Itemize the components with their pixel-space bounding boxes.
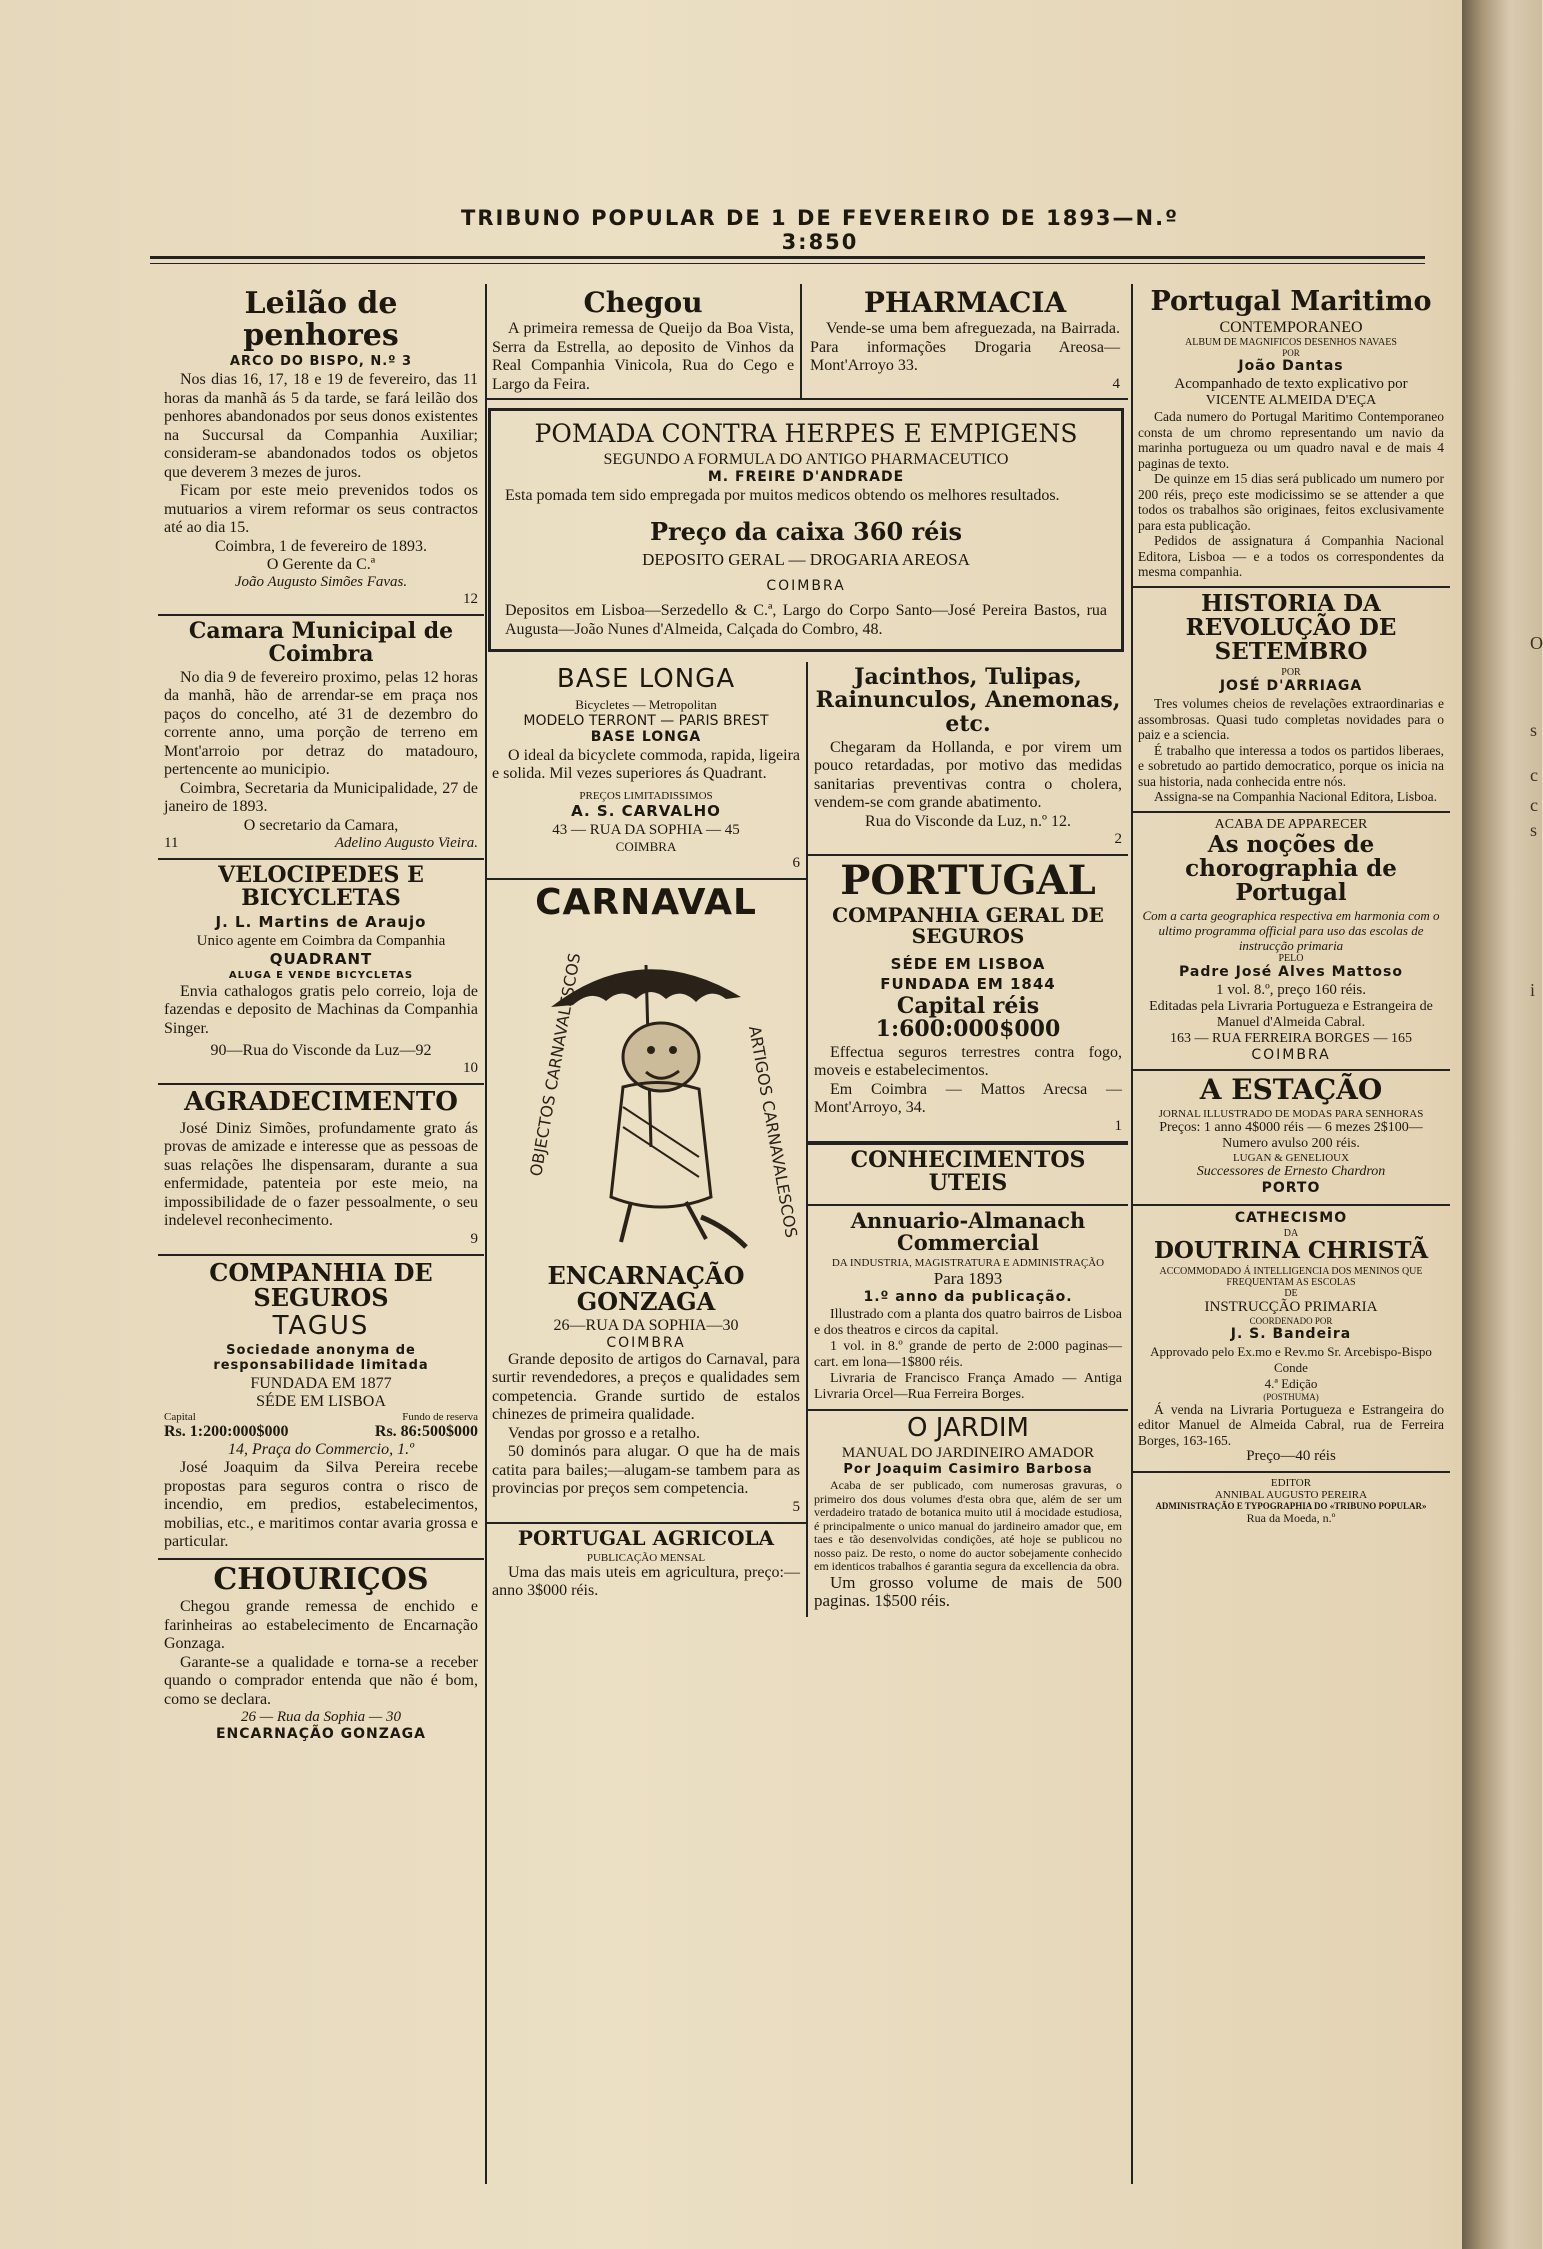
ad-portugal-maritimo [1132, 284, 1450, 588]
ad-subtitle: DA INDUSTRIA, MAGISTRATURA E ADMINISTRAÇÃO [831, 1257, 1105, 1270]
column-1 [158, 284, 484, 1750]
ad-text: A primeira remessa de Queijo da Boa Vista, Serra da Estrella, ao deposito de Vinhos da Real Companhia Vinicola, Rua do Cego e Largo da Feira. [492, 320, 795, 393]
sub-column-a [486, 662, 808, 1617]
ad-title: Camara Municipal de Coimbra [188, 617, 454, 667]
editor-label: EDITOR [1270, 1477, 1312, 1490]
ad-author: M. FREIRE D'ANDRADE [707, 468, 905, 485]
ad-subtitle: COMPANHIA GERAL DE SEGUROS [832, 902, 1104, 948]
ad-text: Uma das mais uteis em agricultura, preço:—anno 3$000 réis. [492, 1563, 800, 1600]
ad-title: CARNAVAL [535, 881, 757, 923]
ad-title: Jacinthos, Tulipas, Rainunculos, Anemonas, etc. [815, 664, 1121, 737]
ad-text: José Joaquim da Silva Pereira recebe propostas para seguros contra o risco de incendio, em predios, estabelecimentos, mobilias, etc., e maritimos contar avaria grossa e particular. [164, 1459, 478, 1551]
ad-chegou [486, 284, 802, 398]
ad-text: Ficam por este meio prevenidos todos os mutuarios a virem reformar os seus contractos até ao dia 15. [164, 482, 478, 536]
ad-historia [1132, 588, 1450, 813]
capital-label: Capital [164, 1411, 196, 1424]
ad-text: Chegaram da Hollanda, e por virem um pouco retardadas, por motivo das medidas sanitarias preventivas contra o cholera, vendem-se com grande abatimento. [814, 738, 1122, 812]
ad-title: HISTORIA DA REVOLUÇÃO DE SETEMBRO [1185, 589, 1397, 666]
ad-text: 50 dominós para alugar. O que ha de mais catita para bailes;—alugam-se tambem para as provincias por preços sem competencia. [492, 1443, 800, 1498]
ad-text: Successores de Ernesto Chardron [1196, 1163, 1386, 1179]
ad-text: É trabalho que interessa a todos os partidos liberaes, e sobretudo ao partido democratico, porque os inicia na sua historia, nada conhecida entre nós. [1138, 742, 1444, 789]
editor-name: ANNIBAL AUGUSTO PEREIRA [1214, 1489, 1368, 1502]
ad-subtitle: ACCOMMODADO Á INTELLIGENCIA DOS MENINOS QUE FREQUENTAM AS ESCOLAS [1159, 1265, 1423, 1288]
binding-gutter [1462, 0, 1542, 2249]
ad-base-longa [486, 662, 806, 879]
ad-seller: A. S. CARVALHO [571, 801, 721, 820]
capital-value: Rs. 1:200:000$000 [164, 1423, 289, 1441]
ad-name: BASE LONGA [590, 728, 702, 745]
ad-city: COIMBRA [615, 838, 677, 854]
ad-number: 6 [792, 854, 800, 871]
ad-text: Pedidos de assignatura á Companhia Nacional Editora, Lisboa — e a todos os correspondentes da mesma companhia. [1138, 533, 1444, 580]
ad-name: ENCARNAÇÃO GONZAGA [215, 1726, 427, 1743]
ad-author: JOSÉ D'ARRIAGA [1219, 678, 1363, 695]
ad-title: CHOURIÇOS [213, 1561, 429, 1597]
ad-subtitle: ARCO DO BISPO, N.º 3 [229, 354, 413, 369]
ad-address: 14, Praça do Commercio, 1.º [227, 1441, 415, 1459]
column-4 [1132, 284, 1450, 1532]
ad-pre: ACABA DE APPARECER [1214, 816, 1368, 832]
ad-text: 1 vol. 8.º, preço 160 réis. [1215, 982, 1367, 999]
ad-place: Coimbra, 1 de fevereiro de 1893. [215, 537, 427, 555]
ad-title: PORTUGAL [840, 856, 1096, 904]
ad-title: Annuario-Almanach Commercial [850, 1207, 1086, 1256]
ad-city: COIMBRA [606, 1334, 686, 1351]
ad-title: COMPANHIA DE SEGUROS [209, 1257, 433, 1312]
gutter-letter: s [1530, 720, 1538, 740]
ad-number: 12 [463, 590, 478, 607]
ad-price: Preço—40 réis [1246, 1448, 1336, 1465]
ad-subtitle: ALBUM DE MAGNIFICOS DESENHOS NAVAES [1185, 337, 1397, 349]
ad-subtitle: PUBLICAÇÃO MENSAL [586, 1551, 706, 1564]
ad-number: 11 [164, 834, 179, 851]
ad-title: Portugal Maritimo [1150, 286, 1432, 317]
ad-text: Com a carta geographica respectiva em harmonia com o ultimo programma official para uso das escolas de instrucção primaria [1142, 908, 1440, 954]
editor-admin: ADMINISTRAÇÃO E TYPOGRAPHIA DO «TRIBUNO POPULAR» [1155, 1501, 1427, 1512]
ad-text: Coimbra, Secretaria da Municipalidade, 27 de janeiro de 1893. [164, 779, 478, 816]
gutter-letter: c [1530, 765, 1538, 785]
lower-area [486, 662, 1128, 1617]
ad-title: As noções de chorographia de Portugal [1185, 830, 1397, 907]
ad-cathecismo [1132, 1206, 1450, 1474]
ad-author: Padre José Alves Mattoso [1179, 964, 1403, 981]
ad-o-jardim [808, 1411, 1128, 1617]
ad-subtitle: ALUGA E VENDE BICYCLETAS [228, 969, 414, 981]
ad-edition: 4.ª Edição [1264, 1375, 1318, 1391]
gutter-letter: c [1530, 795, 1538, 815]
ad-posthuma: (POSTHUMA) [1263, 1391, 1319, 1402]
ad-por: POR [1281, 667, 1301, 679]
ad-subtitle: SEGUNDO A FORMULA DO ANTIGO PHARMACEUTICO [603, 450, 1009, 468]
ad-annuario [808, 1206, 1128, 1411]
ad-author: J. S. Bandeira [1230, 1325, 1352, 1342]
ad-number: 10 [463, 1060, 478, 1077]
ad-title: POMADA CONTRA HERPES E EMPIGENS [534, 419, 1078, 449]
ad-text: Um grosso volume de mais de 500 paginas. 1$500 réis. [814, 1572, 1122, 1611]
ad-price: Preço da caixa 360 réis [649, 517, 963, 547]
sub-column-b [808, 662, 1128, 1617]
ad-capital-labels [164, 1411, 478, 1423]
ad-signature: Adelino Augusto Vieira. [334, 834, 478, 851]
ad-text: De quinze em 15 dias será publicado um numero por 200 réis, preço este modicissimo se se attender a que todos os trabalhos são originaes, feitos exclusivamente para esta publicação. [1138, 471, 1444, 533]
ad-portugal-agricola [486, 1524, 806, 1607]
ad-text: Envia cathalogos gratis pelo correio, loja de fazendas e deposito de Machinas da Companhia Singer. [164, 982, 478, 1037]
ad-founded: FUNDADA EM 1844 [880, 974, 1056, 993]
ad-brand: QUADRANT [269, 949, 373, 968]
ad-text: Grande deposito de artigos do Carnaval, para surtir revendedores, a preços e qualidades sem competencia. Grande surtido de estalos chinezes de primeira qualidade. [492, 1350, 800, 1424]
ad-author: Por Joaquim Casimiro Barbosa [843, 1462, 1093, 1478]
ad-name: ENCARNAÇÃO GONZAGA [547, 1261, 745, 1316]
illustration-text-left: OBJECTOS CARNAVALESCOS [526, 951, 585, 1179]
ad-number: 9 [470, 1230, 478, 1247]
ad-model: MODELO TERRONT — PARIS BREST [523, 712, 769, 729]
ad-pre: CATHECISMO [1234, 1209, 1348, 1226]
ad-address: 26 — Rua da Sophia — 30 [240, 1709, 401, 1726]
ad-text: No dia 9 de fevereiro proximo, pelas 12 horas da manhã, hão de arrendar-se em praça nos paços do concelho, até 31 de dezembro do corrente anno, uma porção de terreno em Mont'arroio por detraz do matadouro, pertencente ao municipio. [164, 668, 478, 779]
ad-name: TAGUS [272, 1311, 370, 1342]
ad-camara [158, 616, 484, 860]
column-2-3 [486, 284, 1128, 1617]
ad-title: PORTUGAL AGRICOLA [517, 1525, 775, 1550]
ad-text: Approvado pelo Ex.mo e Rev.mo Sr. Arcebispo-Bispo Conde [1150, 1343, 1432, 1375]
ad-da: DA [1283, 1227, 1299, 1239]
ad-text: Tres volumes cheios de revelações extraordinarias e assombrosas. Quasi tudo completas novidades para o paiz e a sciencia. [1138, 696, 1444, 743]
fund-label: Fundo de reserva [402, 1411, 478, 1424]
ad-text: Editadas pela Livraria Portugueza e Estrangeira de Manuel d'Almeida Cabral. [1149, 999, 1433, 1031]
ad-agradecimento [158, 1085, 484, 1255]
ad-subtitle: LUGAN & GENELIOUX [1232, 1151, 1350, 1164]
ad-address: Rua do Visconde da Luz, n.º 12. [865, 812, 1071, 830]
ad-capital: Capital réis 1:600:000$000 [875, 992, 1061, 1042]
ad-title: DOUTRINA CHRISTÃ [1153, 1236, 1429, 1264]
ad-leilao [158, 284, 484, 616]
ad-number: 2 [1114, 830, 1122, 847]
ad-title: A ESTAÇÃO [1199, 1073, 1383, 1107]
illustration-text-right: ARTIGOS CARNAVALESCOS [745, 1024, 802, 1240]
ad-pomada [488, 408, 1124, 652]
ad-subtitle: Sociedade anonyma de responsabilidade limitada [213, 1343, 429, 1374]
ad-subtitle: JORNAL ILLUSTRADO DE MODAS PARA SENHORAS [1158, 1107, 1424, 1120]
ad-address: 43 — RUA DA SOPHIA — 45 [552, 821, 740, 838]
top-row [486, 284, 1128, 400]
ad-text: Illustrado com a planta dos quatro bairros de Lisboa e dos theatros e circos da capital. [814, 1307, 1122, 1339]
ad-seat: SÉDE EM LISBOA [256, 1393, 386, 1411]
ad-estacao [1132, 1071, 1450, 1205]
ad-year: Para 1893 [933, 1269, 1003, 1289]
ad-seat: SÉDE EM LISBOA [890, 954, 1046, 973]
ad-prices: PREÇOS LIMITADISSIMOS [579, 789, 713, 802]
ad-por: POR [1282, 348, 1300, 359]
ad-city: PORTO [1261, 1179, 1321, 1196]
ad-title: Leilão de penhores [243, 286, 399, 353]
ad-nocoes [1132, 813, 1450, 1071]
ad-city: COIMBRA [766, 578, 846, 595]
ad-text: Acaba de ser publicado, com numerosas gravuras, o primeiro dos dous volumes d'esta obra que, além de ser um verdadeiro tratado de botanica muito util á mocidade estudiosa, é principalmente o unico manual do jardineiro amador que, em taes e tão desenvolvidas condições, até hoje se publicou no nosso paiz. De resto, o nome do auctor sobejamente conhecido em identicos trabalhos é garantia segura da excellencia da obra. [814, 1478, 1122, 1574]
ad-author: VICENTE ALMEIDA D'EÇA [1205, 393, 1377, 409]
ad-title: O JARDIM [907, 1413, 1029, 1444]
ad-pelo: PELO [1278, 953, 1304, 965]
ad-text: Acompanhado de texto explicativo por [1174, 376, 1408, 393]
ad-text: Effectua seguros terrestres contra fogo, moveis e estabelecimentos. [814, 1043, 1122, 1080]
ad-signature: João Augusto Simões Favas. [234, 573, 408, 590]
ad-text: Chegou grande remessa de enchido e farinheiras ao estabelecimento de Encarnação Gonzaga. [164, 1598, 478, 1653]
ad-edition: 1.º anno da publicação. [863, 1289, 1073, 1306]
ad-author: João Dantas [1238, 358, 1344, 375]
ad-title: VELOCIPEDES E BICYCLETAS [218, 861, 424, 911]
gutter-letter: i [1530, 980, 1536, 1000]
ad-text: Nos dias 16, 17, 18 e 19 de fevereiro, das 11 horas da manhã ás 5 da tarde, se fará leilão dos penhores abandonados por seus donos existentes na Succursal da Companhia Auxiliar; consideram-se abandonados todos os objetos que deverem 3 mezes de juros. [164, 371, 478, 481]
ad-role: O Gerente da C.ª [266, 555, 376, 573]
ad-text: Vende-se uma bem afreguezada, na Bairrada. Para informações Drogaria Areosa—Mont'Arroyo 33. [810, 320, 1120, 375]
ad-founded: FUNDADA EM 1877 [250, 1375, 392, 1393]
ad-text: José Diniz Simões, profundamente grato ás provas de amizade e interesse que as pessoas de suas relações lhe dispensaram, durante a sua enfermidade, patenteia por este meio, na impossibilidade de o fazer pessoalmente, o seu indelevel reconhecimento. [164, 1119, 478, 1230]
ad-address: 90—Rua do Visconde da Luz—92 [210, 1042, 432, 1060]
ad-carnaval [486, 880, 806, 1524]
ad-de: DE [1284, 1287, 1298, 1299]
ad-title: PHARMACIA [863, 286, 1067, 319]
ad-deposit: DEPOSITO GERAL — DROGARIA AREOSA [642, 550, 970, 570]
masthead: TRIBUNO POPULAR DE 1 DE FEVEREIRO DE 1893—N.º 3:850 [461, 206, 1179, 254]
ad-coord: COORDENADO POR [1249, 1315, 1333, 1326]
ad-text: Preços: 1 anno 4$000 réis — 6 mezes 2$100—Numero avulso 200 réis. [1159, 1119, 1423, 1151]
ad-subtitle: MANUAL DO JARDINEIRO AMADOR [841, 1445, 1095, 1462]
ad-pharmacia [802, 284, 1128, 398]
section-conhecimentos [808, 1143, 1128, 1206]
ad-number: 4 [1112, 375, 1120, 392]
ad-portugal-seguros [808, 856, 1128, 1143]
fund-value: Rs. 86:500$000 [374, 1423, 478, 1441]
ad-text: Livraria de Francisco França Amado — Antiga Livraria Orcel—Rua Ferreira Borges. [814, 1371, 1122, 1403]
editor-block [1132, 1473, 1450, 1532]
ad-subtitle: J. L. Martins de Araujo [215, 912, 427, 931]
ad-text: Unico agente em Coimbra da Companhia [196, 932, 446, 949]
ad-subtitle: CONTEMPORANEO [1219, 319, 1363, 337]
ad-address: 26—RUA DA SOPHIA—30 [553, 1316, 739, 1334]
ad-role: O secretario da Camara, [243, 816, 399, 834]
ad-velocipedes [158, 860, 484, 1086]
gutter-letter: s [1530, 820, 1538, 840]
ad-text: Esta pomada tem sido empregada por muitos medicos obtendo os melhores resultados. [505, 486, 1060, 504]
ad-text: Em Coimbra — Mattos Arecsa — Mont'Arroyo, 34. [814, 1080, 1122, 1117]
ad-text: Depositos em Lisboa—Serzedello & C.ª, Largo do Corpo Santo—José Pereira Bastos, rua Augusta—João Nunes d'Almeida, Calçada do Combro, 48. [505, 602, 1107, 638]
ad-sign-row [164, 835, 478, 852]
ad-number: 1 [1114, 1117, 1122, 1134]
ad-title: Chegou [583, 286, 703, 319]
ad-text: Vendas por grosso e a retalho. [508, 1424, 700, 1442]
carnival-figure-illustration [511, 927, 802, 1257]
ad-text: Assigna-se na Companhia Nacional Editora, Lisboa. [1154, 789, 1438, 805]
ad-jacinthos [808, 662, 1128, 855]
ad-chouricos [158, 1560, 484, 1751]
ad-capital-values [164, 1423, 478, 1441]
ad-subtitle: Bicycletes — Metropolitan [575, 696, 717, 712]
ad-title: BASE LONGA [556, 664, 736, 695]
ad-title: AGRADECIMENTO [184, 1087, 458, 1118]
ad-address: 163 — RUA FERREIRA BORGES — 165 [1170, 1031, 1412, 1047]
masthead-rule-thin [150, 263, 1425, 264]
ad-city: COIMBRA [1251, 1047, 1331, 1064]
ad-text: O ideal da bicyclete commoda, rapida, ligeira e solida. Mil vezes superiores ás Quadrant. [492, 746, 800, 783]
masthead-rule [150, 256, 1425, 259]
ad-text: Á venda na Livraria Portugueza e Estrangeira do editor Manuel de Almeida Cabral, rua de Ferreira Borges, 163-165. [1138, 1401, 1444, 1448]
editor-address: Rua da Moeda, n.º [1246, 1511, 1336, 1526]
gutter-letter: O [1530, 633, 1543, 653]
ad-subtitle: INSTRUCÇÃO PRIMARIA [1204, 1298, 1378, 1315]
ad-text: Garante-se a qualidade e torna-se a receber quando o comprador entenda que não é bom, como se declara. [164, 1653, 478, 1708]
ad-number: 5 [792, 1498, 800, 1515]
ad-tagus [158, 1256, 484, 1560]
section-title: CONHECIMENTOS UTEIS [850, 1146, 1086, 1196]
ad-text: Cada numero do Portugal Maritimo Contemporaneo consta de um chromo representando um navio da marinha portugueza ou um quadro naval e de mais 4 paginas de texto. [1138, 409, 1444, 471]
ad-text: 1 vol. in 8.º grande de perto de 2:000 paginas—cart. em lona—1$800 réis. [814, 1339, 1122, 1371]
